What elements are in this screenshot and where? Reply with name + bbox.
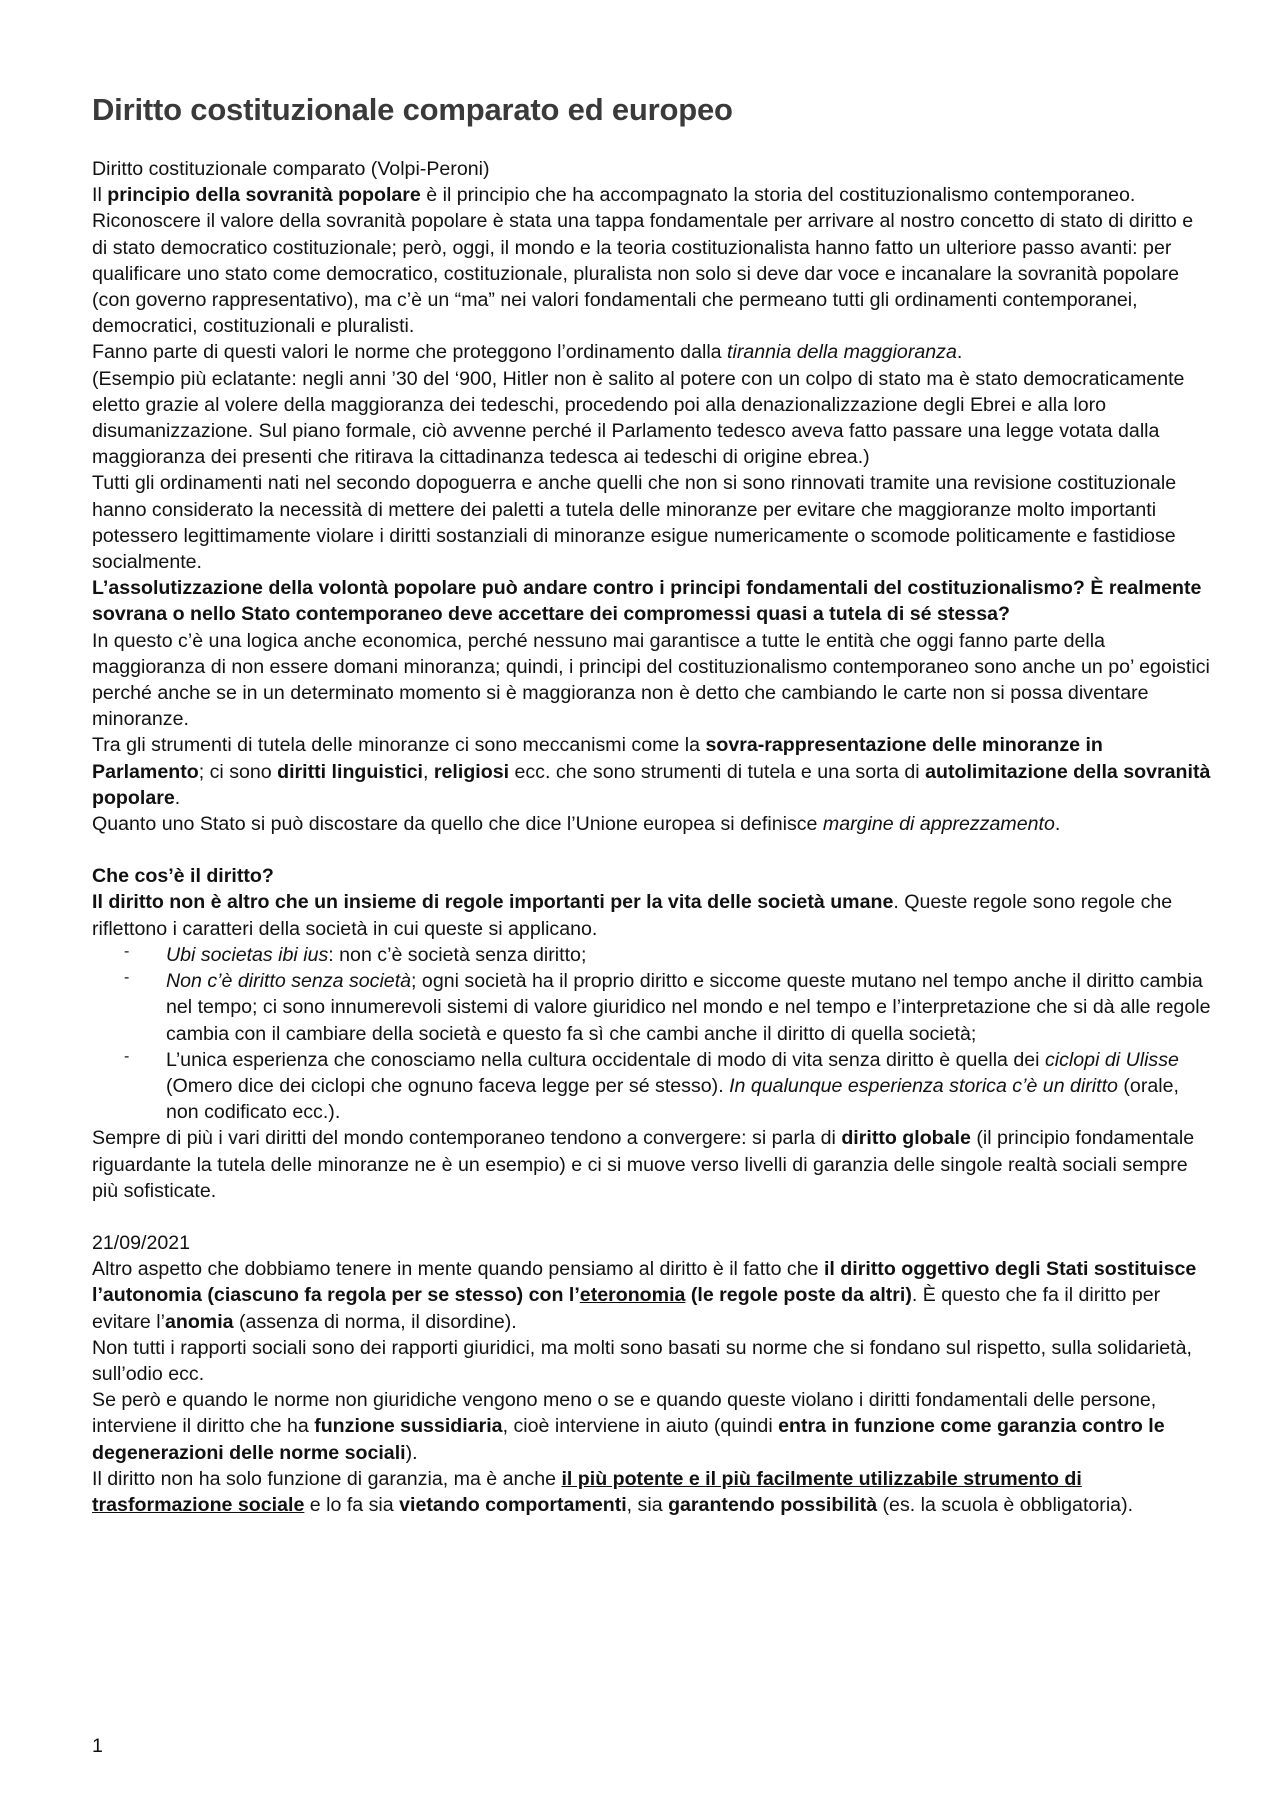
- text-run: , sia: [626, 1493, 669, 1516]
- paragraph: [92, 339, 1212, 365]
- text-run: Il: [92, 184, 108, 207]
- list-item: [166, 942, 1212, 968]
- text-run: entra in funzione come garanzia contro le degenerazioni delle norme sociali: [92, 1415, 1165, 1464]
- document-page: [92, 92, 1212, 1518]
- paragraph: [92, 1387, 1212, 1466]
- text-run: Fanno parte di questi valori le norme che proteggono l’ordinamento dalla: [92, 341, 728, 364]
- text-run: L’assolutizzazione della volontà popolare può andare contro i principi fondamentali del costituzionalismo? È realmente sovrana o nello Stato contemporaneo deve accettare dei compromessi quasi a tutela di sé stessa?: [92, 577, 1202, 626]
- text-run: .: [1054, 813, 1061, 836]
- question-paragraph: [92, 575, 1212, 627]
- text-run: ).: [405, 1441, 418, 1464]
- text-run: ecc. che sono strumenti di tutela e una sorta di: [509, 760, 926, 783]
- document-title: Diritto costituzionale comparato ed europeo: [92, 92, 733, 127]
- paragraph: [92, 1256, 1212, 1335]
- text-run: ; ci sono: [198, 760, 278, 783]
- paragraph: [92, 1466, 1212, 1518]
- paragraph: [92, 182, 1212, 339]
- text-run: vietando comportamenti: [399, 1493, 627, 1516]
- date-label: 21/09/2021: [92, 1231, 191, 1254]
- section-heading: [92, 863, 1212, 889]
- text-run: margine di apprezzamento: [822, 813, 1055, 836]
- text-run: Che cos’è il diritto?: [92, 865, 274, 888]
- text-run: il più potente e il più facilmente utilizzabile strumento di trasformazione sociale: [92, 1467, 1082, 1516]
- paragraph: [92, 732, 1212, 811]
- text-run: Se però e quando le norme non giuridiche vengono meno o se e quando queste violano i diritti fondamentali delle persone, interviene il diritto che ha: [92, 1389, 1157, 1438]
- course-subtitle: Diritto costituzionale comparato (Volpi-Peroni): [92, 158, 490, 180]
- text-run: (orale, non codificato ecc.).: [166, 1074, 1179, 1124]
- paragraph: [92, 1125, 1212, 1204]
- text-run: autolimitazione della sovranità popolare: [92, 760, 1211, 809]
- document-body: [92, 156, 1212, 1518]
- paragraph: [92, 628, 1212, 733]
- text-run: In questo c’è una logica anche economica, perché nessuno mai garantisce a tutte le entità che oggi fanno parte della maggioranza di non essere domani minoranza; quindi, i principi del costituzionalismo contemporaneo sono anche un po’ egoistici perché anche se in un determinato momento si è maggioranza non è detto che cambiando le carte non si possa diventare minoranze.: [92, 629, 1210, 731]
- paragraph: [92, 1335, 1212, 1387]
- text-run: . Queste regole sono regole che riflettono i caratteri della società in cui queste si applicano.: [92, 891, 1173, 940]
- text-run: principio della sovranità popolare: [107, 184, 421, 207]
- text-run: diritti linguistici: [277, 760, 424, 783]
- text-run: anomia: [164, 1310, 234, 1333]
- text-run: ciclopi di Ulisse: [1044, 1048, 1179, 1071]
- text-run: ; ogni società ha il proprio diritto e siccome queste mutano nel tempo anche il diritto cambia nel tempo; ci sono innumerevoli sistemi di valore giuridico nel mondo e nel tempo e l’interpretazione che si dà alle regole cambia con il cambiare della società e questo fa sì che cambi anche il diritto di quella società;: [166, 970, 1211, 1045]
- text-run: (es. la scuola è obbligatoria).: [877, 1493, 1134, 1516]
- text-run: funzione sussidiaria: [314, 1415, 503, 1438]
- text-run: Non tutti i rapporti sociali sono dei rapporti giuridici, ma molti sono basati su norme che si fondano sul rispetto, sulla solidarietà, sull’odio ecc.: [92, 1336, 1192, 1385]
- text-run: sovra-rappresentazione delle minoranze in Parlamento: [92, 734, 1103, 783]
- paragraph: [92, 470, 1212, 575]
- text-run: tirannia della maggioranza: [727, 341, 957, 364]
- text-run: . È questo che fa il diritto per evitare l’: [92, 1284, 1161, 1333]
- text-run: Altro aspetto che dobbiamo tenere in mente quando pensiamo al diritto è il fatto che: [92, 1258, 824, 1281]
- list-item: [166, 1047, 1212, 1126]
- text-run: garantendo possibilità: [668, 1493, 878, 1516]
- text-run: (le regole poste da altri): [685, 1284, 912, 1307]
- text-run: Tra gli strumenti di tutela delle minoranze ci sono meccanismi come la: [92, 734, 706, 757]
- paragraph: [92, 811, 1212, 837]
- paragraph: [92, 889, 1212, 941]
- text-run: , cioè interviene in aiuto (quindi: [502, 1415, 779, 1438]
- text-run: (assenza di norma, il disordine).: [233, 1310, 517, 1333]
- text-run: .: [174, 786, 181, 809]
- paragraph: [92, 366, 1212, 471]
- dash-list: [92, 942, 1212, 1125]
- text-run: diritto globale: [841, 1127, 971, 1150]
- text-run: (Esempio più eclatante: negli anni ’30 del ‘900, Hitler non è salito al potere con un colpo di stato ma è stato democraticamente eletto grazie al volere della maggioranza dei tedeschi, procedendo poi alla denazionalizzazione degli Ebrei e alla loro disumanizzazione. Sul piano formale, ciò avvenne perché il Parlamento tedesco aveva fatto passare una legge votata dalla maggioranza dei presenti che ritirava la cittadinanza tedesca ai tedeschi di origine ebrea.): [92, 367, 1185, 469]
- text-run: Non c’è diritto senza società: [166, 970, 412, 993]
- text-run: religiosi: [433, 760, 510, 783]
- text-run: : non c’è società senza diritto;: [328, 943, 587, 966]
- text-run: .: [956, 341, 963, 364]
- text-run: L’unica esperienza che conosciamo nella cultura occidentale di modo di vita senza diritto è quella dei: [166, 1048, 1045, 1071]
- text-run: Sempre di più i vari diritti del mondo contemporaneo tendono a convergere: si parla di: [92, 1127, 842, 1150]
- text-run: Quanto uno Stato si può discostare da quello che dice l’Unione europea si definisce: [92, 813, 823, 836]
- text-run: Tutti gli ordinamenti nati nel secondo dopoguerra e anche quelli che non si sono rinnovati tramite una revisione costituzionale hanno considerato la necessità di mettere dei paletti a tutela delle minoranze per evitare che maggioranze molto importanti potessero legittimamente violare i diritti sostanziali di minoranze esigue numericamente o scomode politicamente e fastidiose socialmente.: [92, 472, 1177, 574]
- text-run: il diritto oggettivo degli Stati sostituisce l’autonomia (ciascuno fa regola per se stesso) con l’: [92, 1258, 1197, 1307]
- page-number: 1: [92, 1735, 103, 1757]
- text-run: Il diritto non ha solo funzione di garanzia, ma è anche: [92, 1467, 562, 1490]
- text-run: e lo fa sia: [304, 1493, 400, 1516]
- text-run: è il principio che ha accompagnato la storia del costituzionalismo contemporaneo. Riconoscere il valore della sovranità popolare è stata una tappa fondamentale per arrivare al nostro concetto di stato di diritto e di stato democratico costituzionale; però, oggi, il mondo e la teoria costituzionalista hanno fatto un ulteriore passo avanti: per qualificare uno stato come democratico, costituzionale, pluralista non solo si deve dar voce e incanalare la sovranità popolare (con governo rappresentativo), ma c’è un “ma” nei valori fondamentali che permeano tutti gli ordinamenti contemporanei, democratici, costituzionali e pluralisti.: [92, 184, 1194, 338]
- text-run: (Omero dice dei ciclopi che ognuno faceva legge per sé stesso).: [166, 1074, 730, 1097]
- text-run: In qualunque esperienza storica c’è un diritto: [729, 1074, 1118, 1097]
- text-run: eteronomia: [579, 1284, 686, 1307]
- text-run: Ubi societas ibi ius: [166, 943, 329, 966]
- text-run: Il diritto non è altro che un insieme di regole importanti per la vita delle società umane: [92, 891, 894, 914]
- text-run: ,: [423, 760, 434, 783]
- text-run: (il principio fondamentale riguardante la tutela delle minoranze ne è un esempio) e ci si muove verso livelli di garanzia delle singole realtà sociali sempre più sofisticate.: [92, 1127, 1195, 1202]
- list-item: [166, 968, 1212, 1047]
